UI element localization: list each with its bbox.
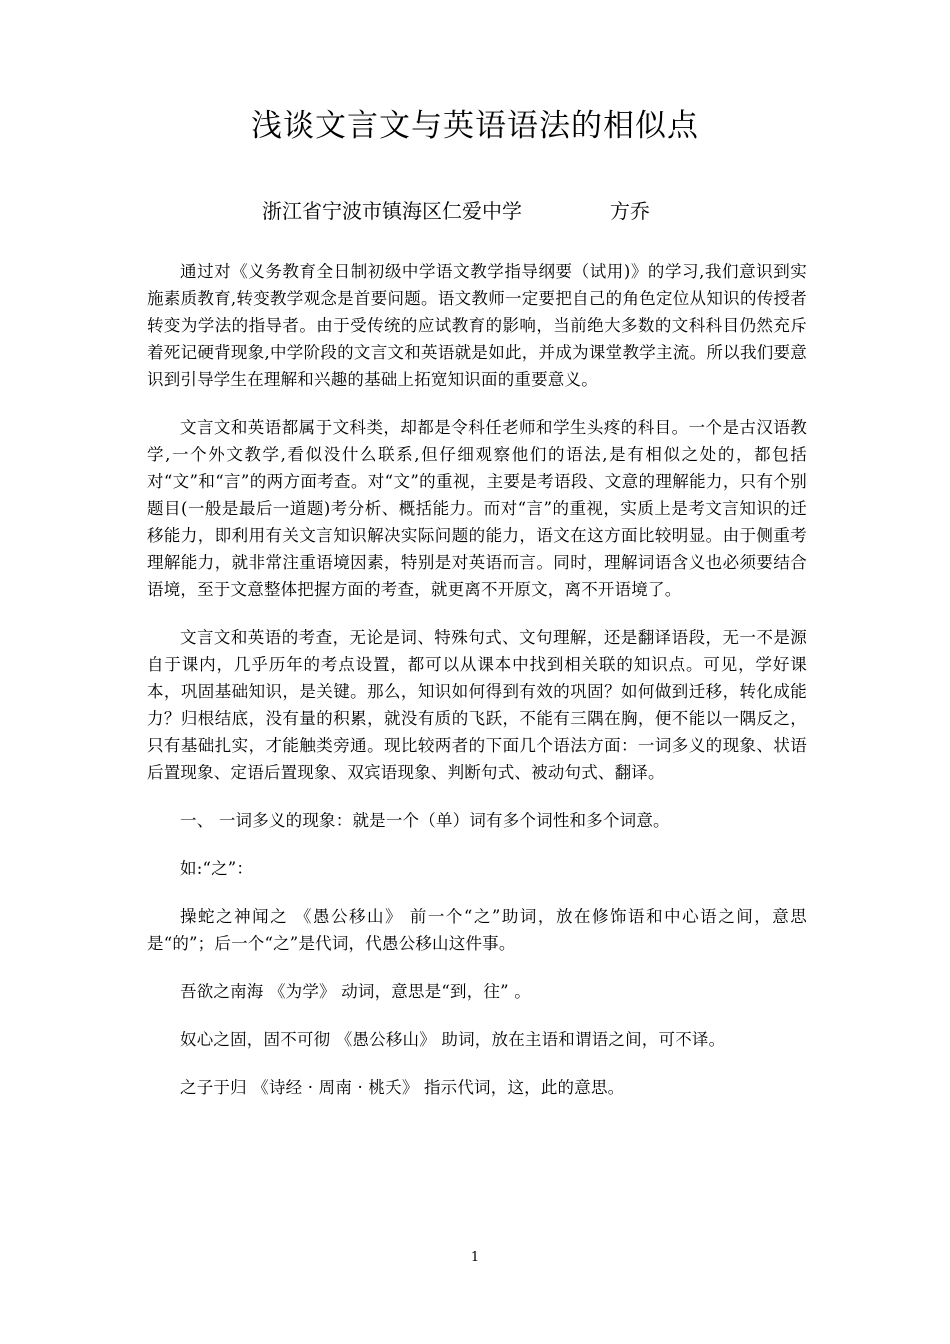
paragraph: 吾欲之南海 《为学》 动词，意思是“到，往” 。 <box>180 982 531 1001</box>
document-title: 浅谈文言文与英语语法的相似点 <box>251 108 699 144</box>
section-heading: 一、 一词多义的现象：就是一个（单）词有多个词性和多个词意。 <box>180 811 670 830</box>
paragraph: 奴心之固，固不可彻 《愚公移山》 助词，放在主语和谓语之间，可不译。 <box>180 1030 726 1049</box>
paragraph: 文言文和英语都属于文科类，却都是令科任老师和学生头疼的科目。一个是古汉语教学,一个外文教学,看似没什么联系,但仔细观察他们的语法,是有相似之处的，都包括对“文”和“言”的两方面考查。对“文”的重视，主要是考语段、文意的理解能力，只有个别题目(一般是最后一道题)考分析、概括能力。而对“言”的重视，实质上是考文言知识的迁移能力，即利用有关文言知识解决实际问题的能力，语文在这方面比较明显。由于侧重考理解能力，就非常注重语境因素，特别是对英语而言。同时，理解词语含义也必须要结合语境，至于文意整体把握方面的考查，就更离不开原文，离不开语境了。 <box>147 418 807 599</box>
paragraph: 文言文和英语的考查，无论是词、特殊句式、文句理解，还是翻译语段，无一不是源自于课内，几乎历年的考点设置，都可以从课本中找到相关联的知识点。可见，学好课本，巩固基础知识，是关键。那么，知识如何得到有效的巩固？如何做到迁移，转化成能力？归根结底，没有量的积累，就没有质的飞跃，不能有三隅在胸，便不能以一隅反之，只有基础扎实，才能触类旁通。现比较两者的下面几个语法方面：一词多义的现象、状语后置现象、定语后置现象、双宾语现象、判断句式、被动句式、翻译。 <box>147 628 807 782</box>
page-number: 1 <box>470 1250 480 1265</box>
document-body <box>147 258 807 1122</box>
paragraph: 之子于归 《诗经 · 周南 · 桃夭》 指示代词，这，此的意思。 <box>180 1078 625 1097</box>
affiliation: 浙江省宁波市镇海区仁爱中学 <box>262 199 522 223</box>
author: 方乔 <box>610 199 650 223</box>
paragraph: 通过对《义务教育全日制初级中学语文教学指导纲要（试用)》的学习,我们意识到实施素质教育,转变教学观念是首要问题。语文教师一定要把自己的角色定位从知识的传授者转变为学法的指导者。由于受传统的应试教育的影响，当前绝大多数的文科科目仍然充斥着死记硬背现象,中学阶段的文言文和英语就是如此，并成为课堂教学主流。所以我们要意识到引导学生在理解和兴趣的基础上拓宽知识面的重要意义。 <box>147 262 807 389</box>
byline <box>262 196 650 226</box>
paragraph: 操蛇之神闻之 《愚公移山》 前一个“之”助词，放在修饰语和中心语之间，意思是“的”；后一个“之”是代词，代愚公移山这件事。 <box>147 907 807 953</box>
paragraph: 如:“之”： <box>180 859 254 878</box>
